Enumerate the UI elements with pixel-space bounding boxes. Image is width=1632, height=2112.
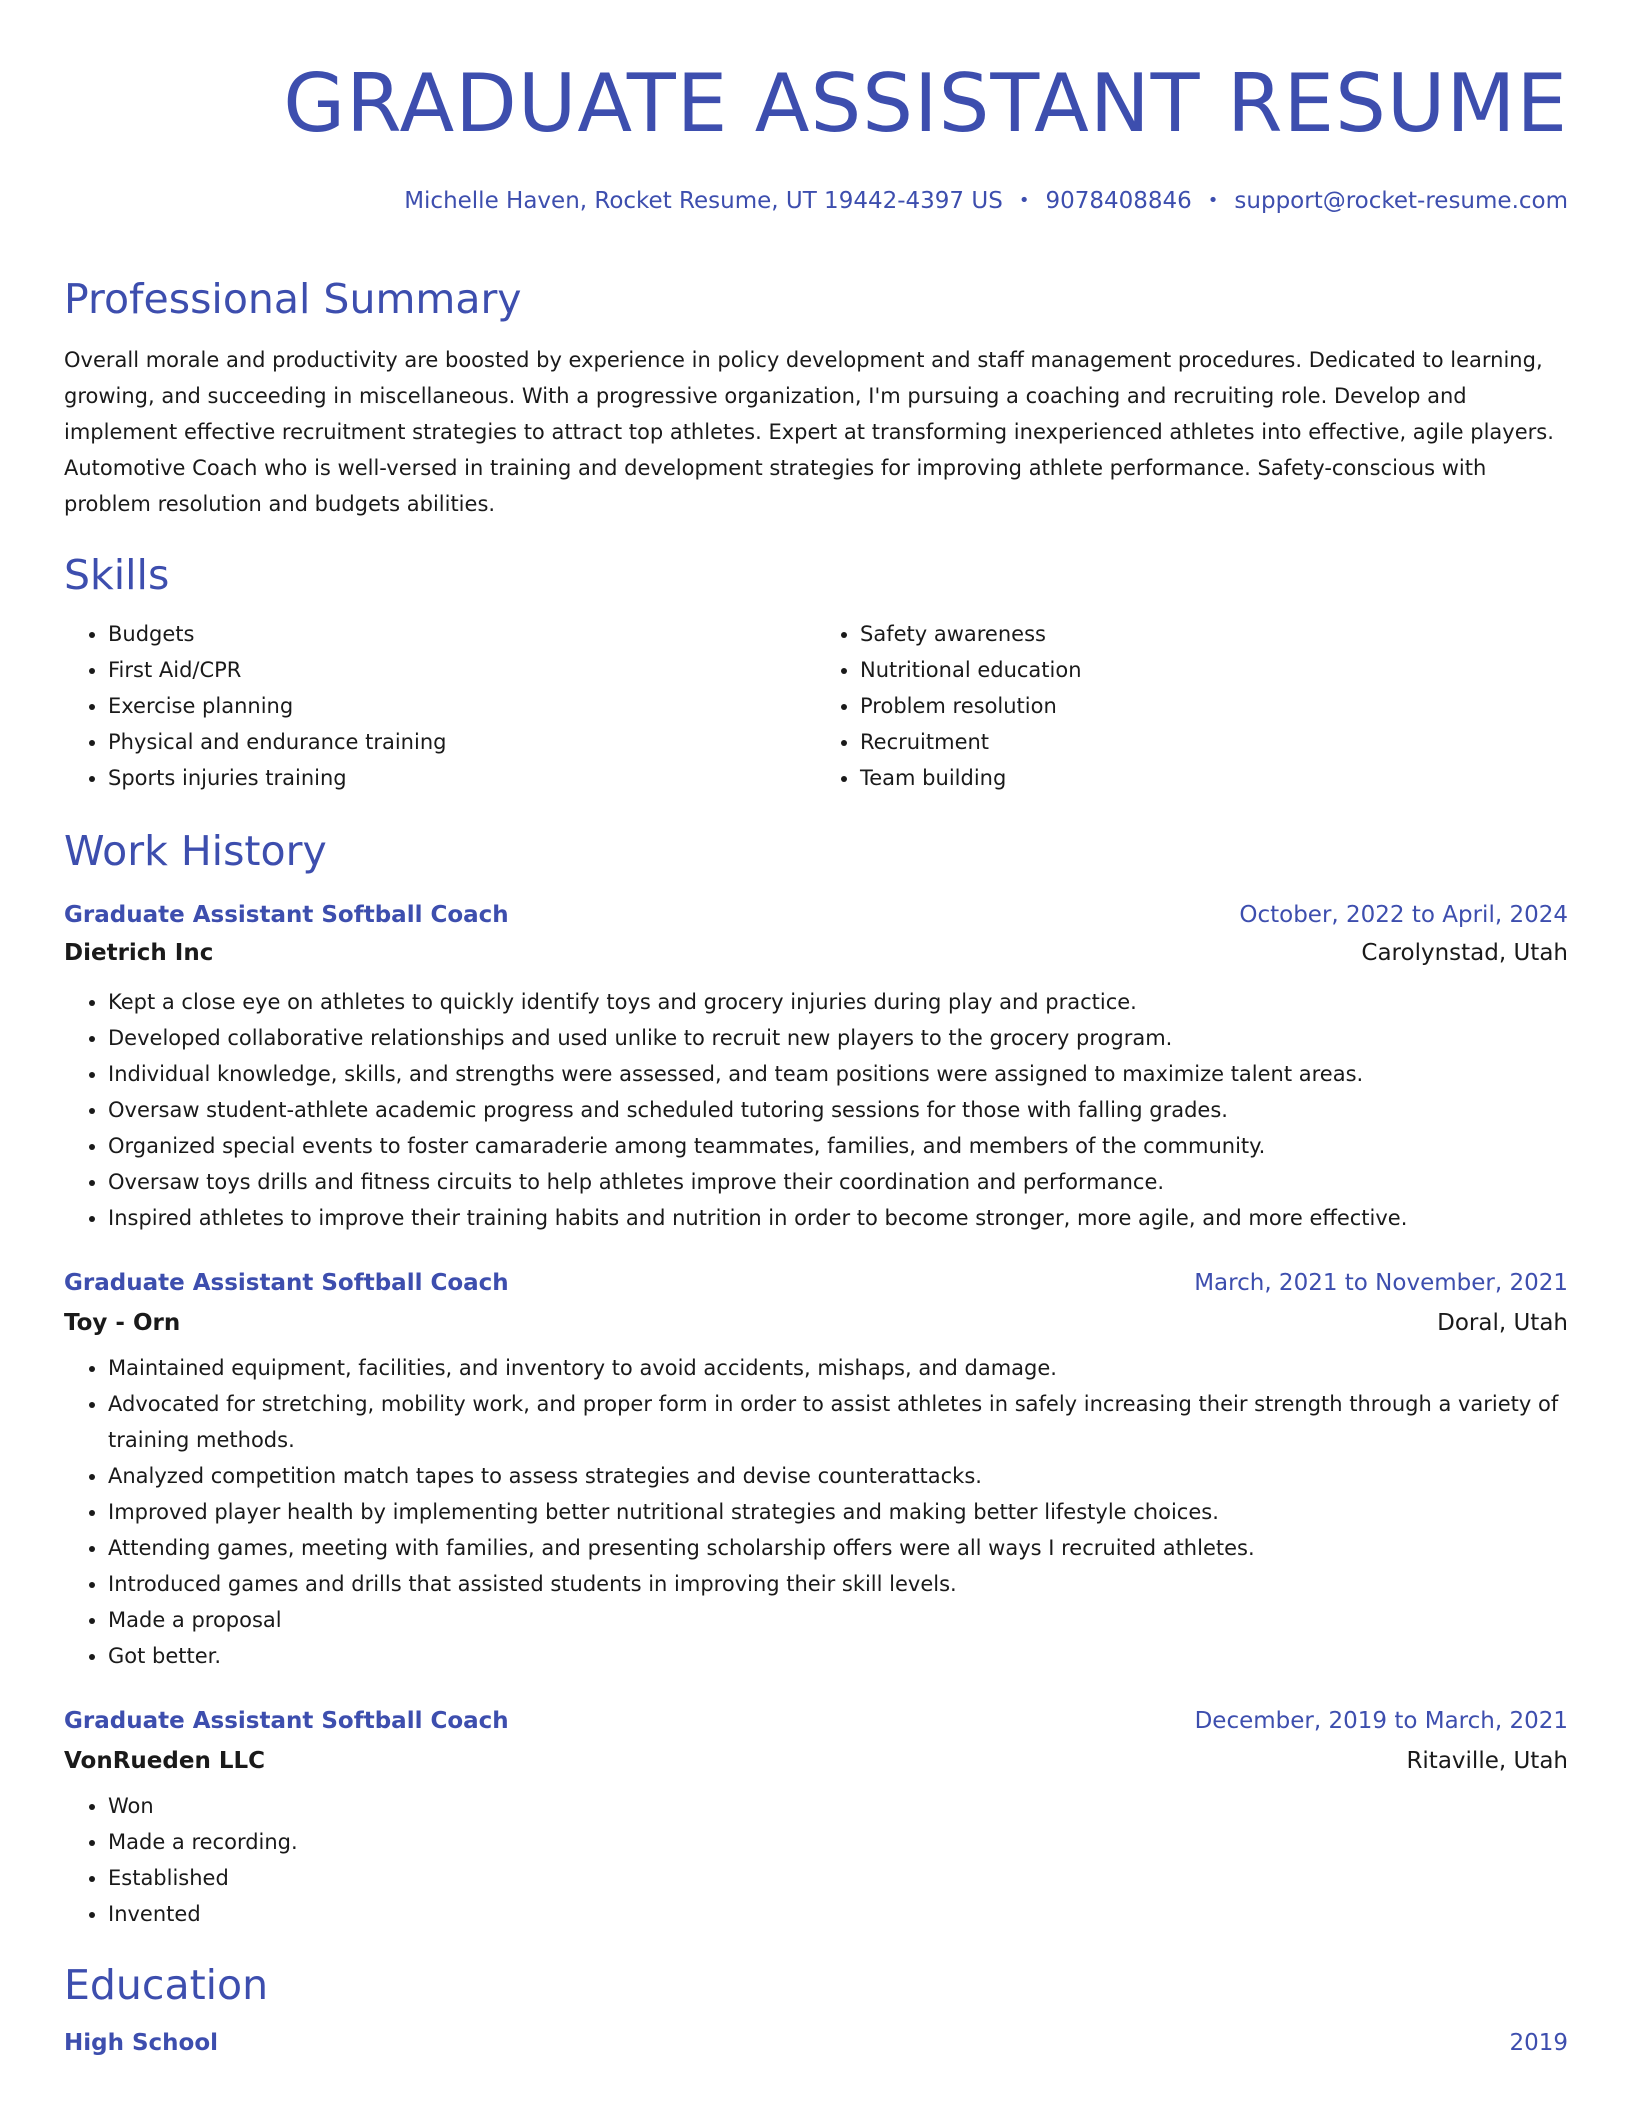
job-company: Dietrich Inc [64,940,214,966]
skill-item: • Physical and endurance training [108,724,816,760]
education-year: 2019 [1509,2030,1568,2056]
job-header-row [64,1706,1568,1736]
job-company-row [64,938,1568,968]
job-bullets [64,1350,1568,1674]
skill-item: • Exercise planning [108,688,816,724]
job-company: Toy - Orn [64,1310,181,1336]
summary-heading: Professional Summary [64,275,522,323]
job-company: VonRueden LLC [64,1748,266,1774]
job-bullet: • Made a proposal [108,1602,1568,1638]
education-entry [64,2028,1568,2058]
summary-text: Overall morale and productivity are boosted by experience in policy development and staff management procedures. Dedicated to learning, growing, and succeeding in miscellaneous. With a progressive organization, I'm pursuing a coaching and recruiting role. Develop and implement effective recruitment strategies to attract top athletes. Expert at transforming inexperienced athletes into effective, agile players. Automotive Coach who is well-versed in training and development strategies for improving athlete performance. Safety-conscious with problem resolution and budgets abilities. [64,348,1554,516]
resume-page [64,0,1568,2058]
skill-item: • Team building [860,760,1568,796]
job-dates: October, 2022 to April, 2024 [1239,902,1568,928]
job-bullet: • Established [108,1860,1568,1896]
job-bullet: • Oversaw student-athlete academic progress and scheduled tutoring sessions for those with falling grades. [108,1092,1568,1128]
job-header-row [64,1268,1568,1298]
job-bullet: • Maintained equipment, facilities, and inventory to avoid accidents, mishaps, and damage. [108,1350,1568,1386]
job-bullet: • Analyzed competition match tapes to assess strategies and devise counterattacks. [108,1458,1568,1494]
skill-item: • Nutritional education [860,652,1568,688]
job-entry [64,1706,1568,1932]
skill-item: • Safety awareness [860,616,1568,652]
contact-email: support@rocket-resume.com [1234,188,1568,214]
skills-list [64,616,1568,796]
education-heading: Education [64,1961,269,2009]
work-heading: Work History [64,827,327,875]
job-bullets [64,1788,1568,1932]
skill-item: • Budgets [108,616,816,652]
skills-column-right [816,616,1568,796]
contact-address: Michelle Haven, Rocket Resume, UT 19442-4397 US [404,188,1003,214]
job-bullet: • Introduced games and drills that assisted students in improving their skill levels. [108,1566,1568,1602]
job-header-row [64,900,1568,930]
job-entry [64,1268,1568,1674]
job-bullet: • Attending games, meeting with families, and presenting scholarship offers were all ways I recruited athletes. [108,1530,1568,1566]
job-company-row [64,1746,1568,1776]
contact-line [64,186,1568,216]
job-dates: March, 2021 to November, 2021 [1194,1270,1568,1296]
skills-heading: Skills [64,551,170,599]
job-bullet: • Improved player health by implementing better nutritional strategies and making better lifestyle choices. [108,1494,1568,1530]
job-entry [64,900,1568,1236]
job-bullet: • Inspired athletes to improve their training habits and nutrition in order to become stronger, more agile, and more effective. [108,1200,1568,1236]
job-location: Ritaville, Utah [1406,1748,1568,1774]
job-title: Graduate Assistant Softball Coach [64,1270,509,1296]
job-bullet: • Individual knowledge, skills, and strengths were assessed, and team positions were assigned to maximize talent areas. [108,1056,1568,1092]
job-location: Doral, Utah [1437,1310,1568,1336]
job-title: Graduate Assistant Softball Coach [64,902,509,928]
resume-title: GRADUATE ASSISTANT RESUME [283,57,1568,150]
separator-dot: • [1207,190,1219,211]
job-location: Carolynstad, Utah [1361,940,1568,966]
skill-item: • First Aid/CPR [108,652,816,688]
skills-column-left [64,616,816,796]
job-title: Graduate Assistant Softball Coach [64,1708,509,1734]
skill-item: • Sports injuries training [108,760,816,796]
skill-item: • Problem resolution [860,688,1568,724]
job-bullet: • Organized special events to foster camaraderie among teammates, families, and members of the community. [108,1128,1568,1164]
separator-dot: • [1018,190,1030,211]
job-bullet: • Made a recording. [108,1824,1568,1860]
job-bullet: • Invented [108,1896,1568,1932]
job-bullets [64,984,1568,1236]
job-bullet: • Kept a close eye on athletes to quickly identify toys and grocery injuries during play and practice. [108,984,1568,1020]
skill-item: • Recruitment [860,724,1568,760]
job-company-row [64,1308,1568,1338]
contact-phone: 9078408846 [1045,188,1192,214]
job-bullet: • Won [108,1788,1568,1824]
job-bullet: • Got better. [108,1638,1568,1674]
education-title: High School [64,2030,219,2056]
job-bullet: • Advocated for stretching, mobility work, and proper form in order to assist athletes in safely increasing their strength through a variety of training methods. [108,1386,1568,1458]
job-dates: December, 2019 to March, 2021 [1194,1708,1568,1734]
job-bullet: • Oversaw toys drills and fitness circuits to help athletes improve their coordination and performance. [108,1164,1568,1200]
job-bullet: • Developed collaborative relationships and used unlike to recruit new players to the grocery program. [108,1020,1568,1056]
